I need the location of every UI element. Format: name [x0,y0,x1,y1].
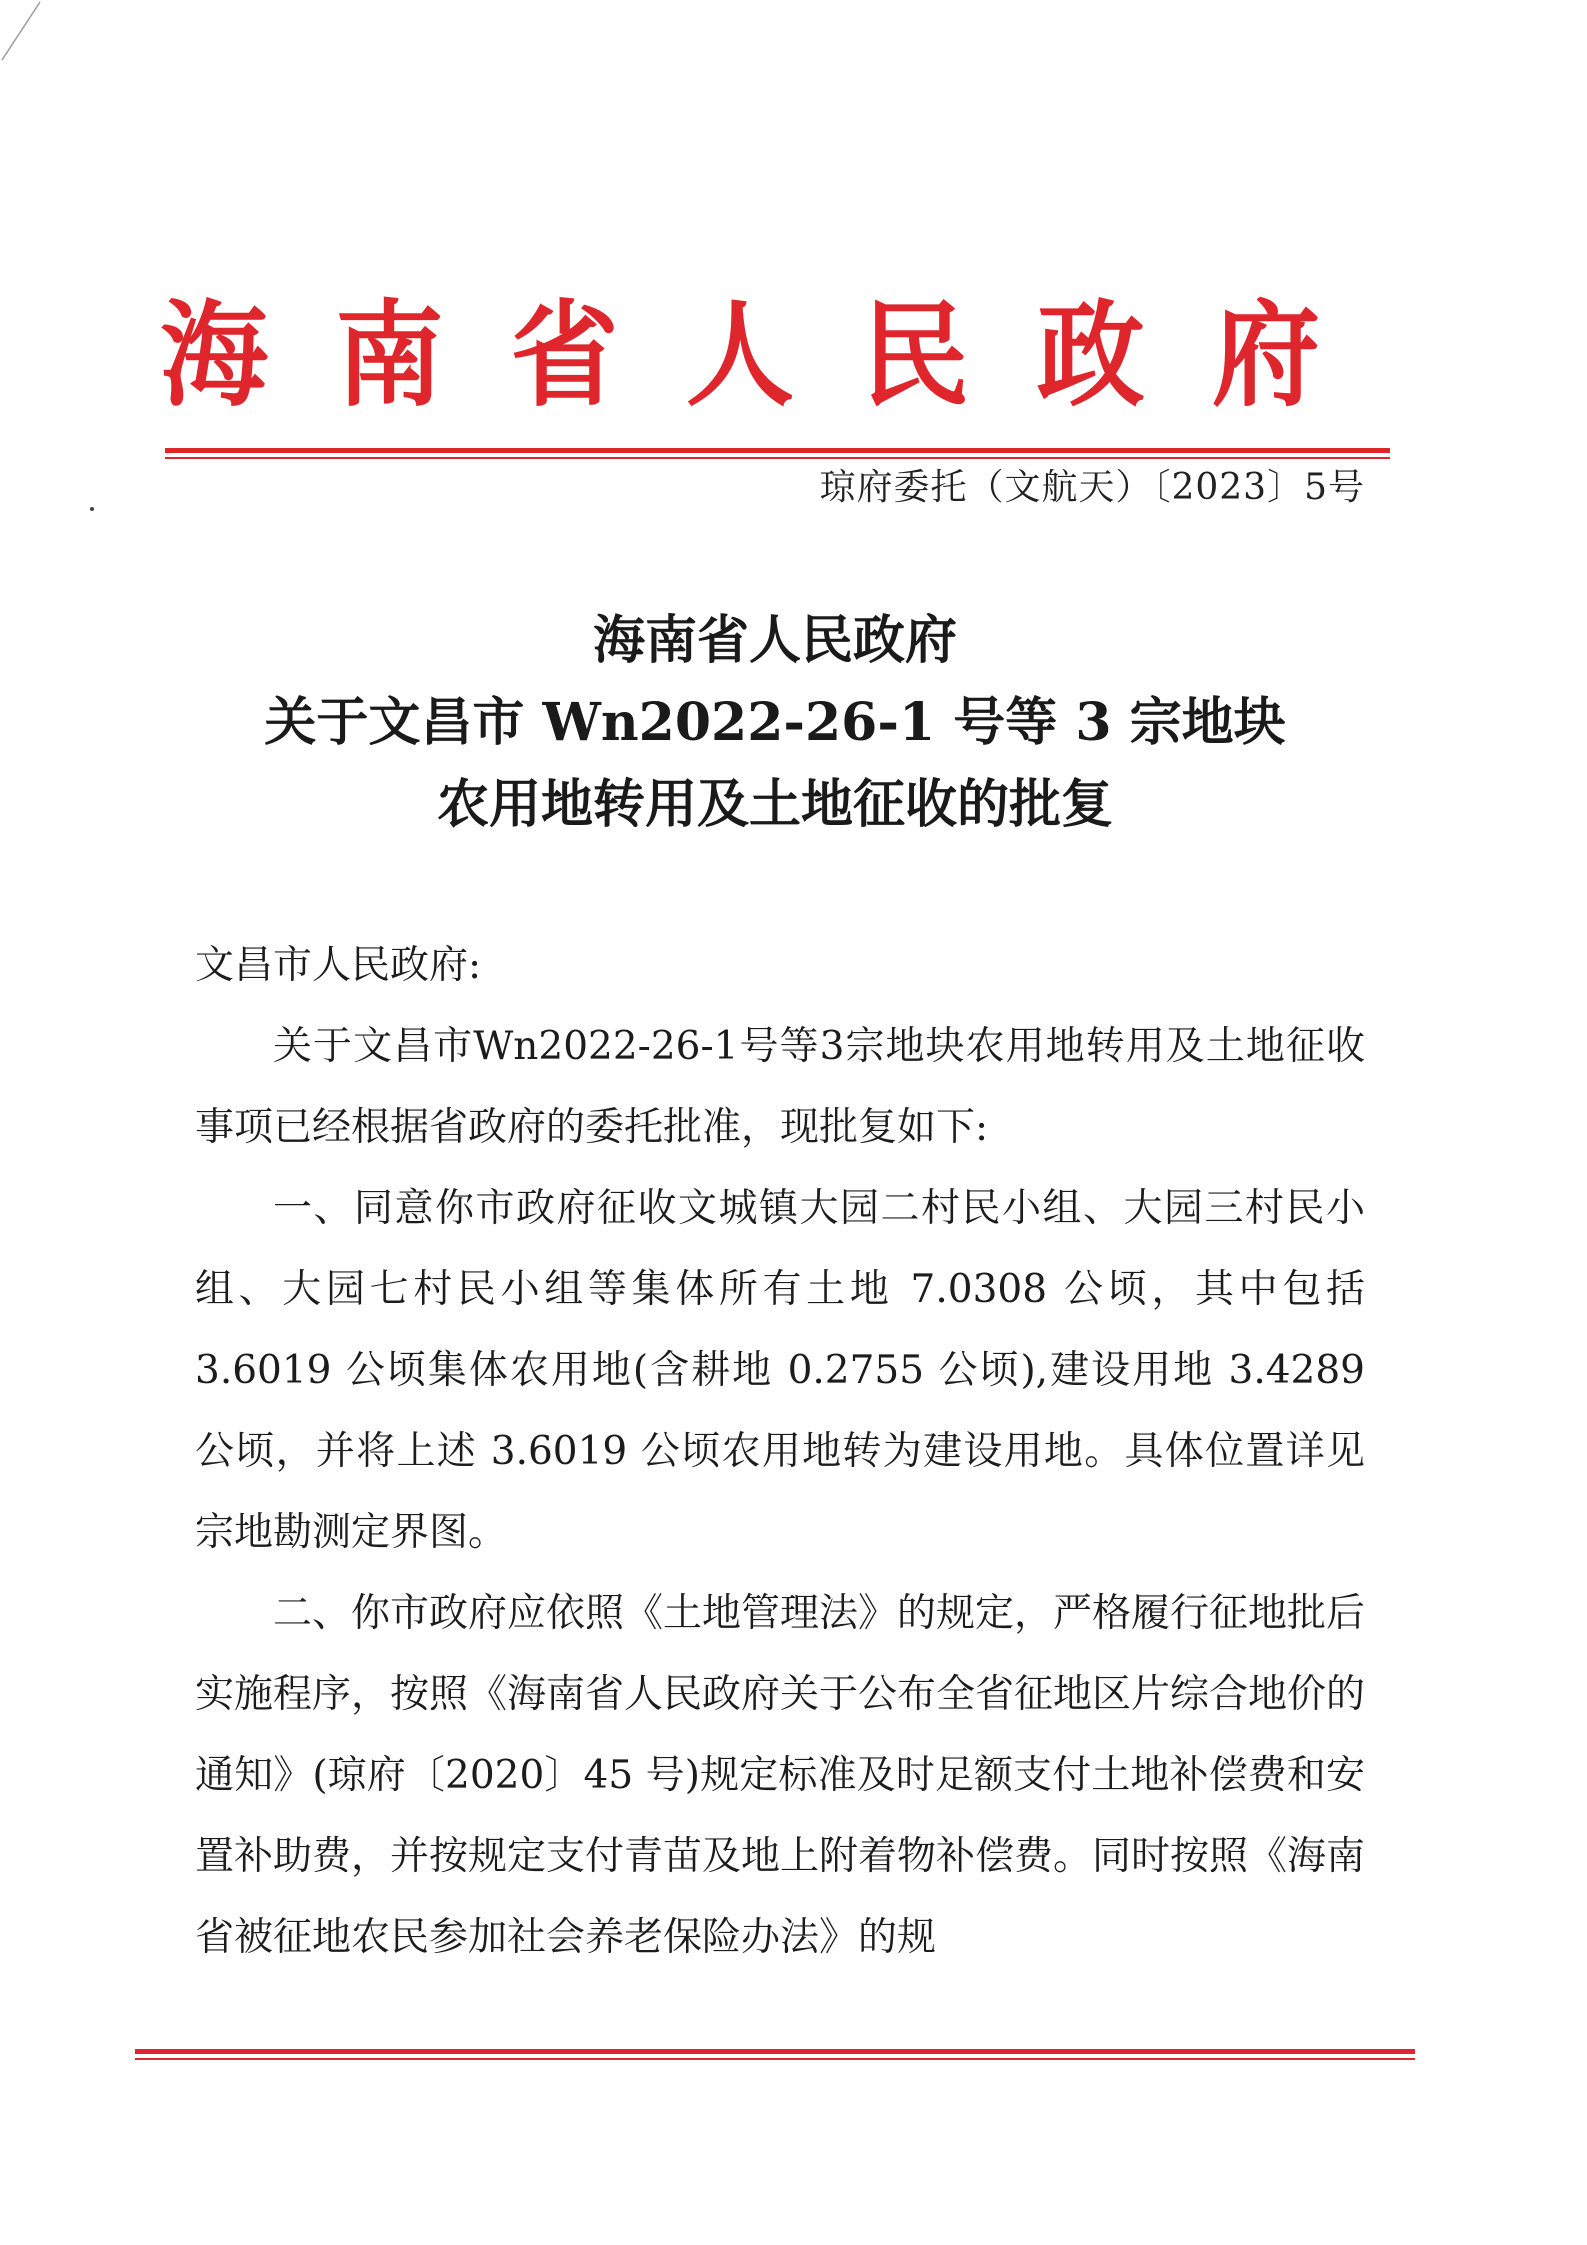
document-body [195,925,1365,1978]
masthead-char: 府 [1211,290,1320,423]
masthead-char: 省 [510,290,619,423]
issuer-masthead [160,292,1320,422]
masthead-char: 海 [160,290,269,423]
footer-red-rule-thin [135,2058,1415,2060]
title-line-3: 农用地转用及土地征收的批复 [436,774,1113,835]
scan-speck [90,507,94,511]
masthead-char: 民 [861,290,970,423]
document-title [160,600,1390,846]
body-paragraph: 关于文昌市Wn2022-26-1号等3宗地块农用地转用及土地征收事项已经根据省政府的委托批准，现批复如下: [195,1024,1365,1150]
document-number: 琼府委托（文航天）〔2023〕5号 [819,467,1365,508]
header-red-rule-thin [165,457,1390,459]
title-line-2: 关于文昌市 Wn2022-26-1 号等 3 宗地块 [264,692,1286,753]
salutation: 文昌市人民政府: [195,943,482,988]
footer-red-rule [135,2049,1415,2054]
masthead-char: 人 [685,290,794,423]
page-corner-fold-mark [0,0,70,70]
masthead-char: 政 [1036,290,1145,423]
body-paragraph: 二、你市政府应依照《土地管理法》的规定，严格履行征地批后实施程序，按照《海南省人民政府关于公布全省征地区片综合地价的通知》(琼府〔2020〕45 号)规定标准及时足额支付土地补偿费和安置补助费，并按规定支付青苗及地上附着物补偿费。同时按照《海南省被征地农民参加社会养老保险办法》的规 [195,1591,1366,1960]
body-paragraph: 一、同意你市政府征收文城镇大园二村民小组、大园三村民小组、大园七村民小组等集体所有土地 7.0308 公顷，其中包括 3.6019 公顷集体农用地(含耕地 0.2755 公顷),建设用地 3.4289 公顷，并将上述 3.6019 公顷农用地转为建设用地。具体位置详见宗地勘测定界图。 [195,1186,1365,1555]
header-red-rule [165,448,1390,453]
title-line-1: 海南省人民政府 [592,610,957,671]
masthead-char: 南 [335,290,444,423]
